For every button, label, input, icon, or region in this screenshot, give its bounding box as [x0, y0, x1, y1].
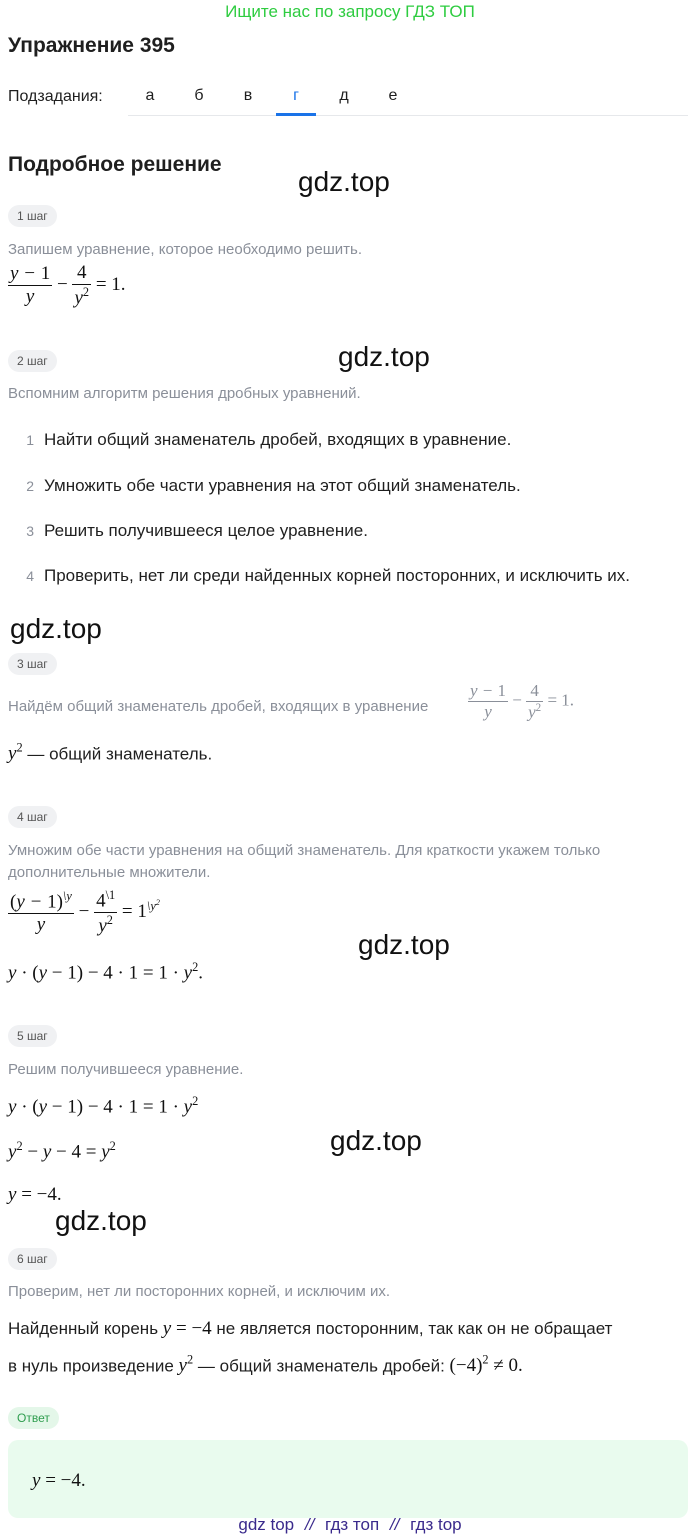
equation: $\frac{y - 1}{y}$ − $\frac{4}{y^2}$ = 1. [470, 681, 575, 722]
step-hint: Умножим обе части уравнения на общий знаменатель. Для краткости укажем только [8, 842, 601, 859]
answer-equation: y = −4. [32, 1470, 86, 1491]
footer-separator: // [389, 1515, 400, 1534]
subtask-tab-e[interactable]: е [388, 87, 398, 104]
subtasks-divider [128, 115, 688, 116]
section-title: Подробное решение [8, 153, 222, 176]
step-text: Найденный корень y = −4 не является посторонним, так как он не обращает [8, 1318, 613, 1339]
step-result-text: — общий знаменатель. [27, 744, 213, 764]
equation: y = −4. [8, 1184, 62, 1205]
step-hint: Вспомним алгоритм решения дробных уравнений. [8, 385, 361, 402]
subtask-tab-g[interactable]: г [293, 87, 299, 104]
watermark: gdz.top [10, 613, 102, 644]
list-number: 2 [26, 478, 34, 494]
answer-box [8, 1440, 688, 1518]
answer-badge: Ответ [8, 1407, 59, 1429]
subtask-tab-a[interactable]: а [145, 87, 155, 104]
equation: $\frac{(y - 1)^{\backslash y}}{y}$ − $\frac{4^{\backslash 1}}{y^2}$ = $1^{\backslash y^2}$ [10, 888, 160, 937]
equation: $y \cdot (y - 1) - 4 \cdot 1 = 1 \cdot y^2$. [8, 960, 204, 984]
step-text-part: Найденный корень [8, 1319, 159, 1338]
equation: $y \cdot (y - 1) - 4 \cdot 1 = 1 \cdot y^2$ [8, 1094, 199, 1118]
list-item: Решить получившееся целое уравнение. [44, 521, 368, 540]
list-item: Умножить обе части уравнения на этот общий знаменатель. [44, 476, 521, 495]
step-badge: 5 шаг [8, 1025, 57, 1047]
subtasks-label: Подзадания: [8, 88, 103, 105]
step-hint: Найдём общий знаменатель дробей, входящих в уравнение [8, 698, 429, 715]
step-text-part: не является посторонним, так как он не обращает [216, 1319, 613, 1338]
step-text: в нуль произведение $y^2$ — общий знаменатель дробей: $(-4)^2 \ne 0$. [8, 1353, 523, 1377]
active-tab-indicator [276, 113, 316, 116]
equation: $\frac{y - 1}{y}$ − $\frac{4}{y^2}$ = 1. [10, 262, 126, 309]
list-number: 4 [26, 568, 34, 584]
page-title: Упражнение 395 [8, 34, 175, 57]
step-badge: 2 шаг [8, 350, 57, 372]
step-badge: 3 шаг [8, 653, 57, 675]
step-hint: Решим получившееся уравнение. [8, 1061, 244, 1078]
step-hint: Запишем уравнение, которое необходимо решить. [8, 241, 363, 258]
step-hint: дополнительные множители. [8, 864, 211, 881]
footer-separator: // [304, 1515, 315, 1534]
step-text-part: — общий знаменатель дробей: [197, 1356, 445, 1376]
step-badge: 4 шаг [8, 806, 57, 828]
list-item: Проверить, нет ли среди найденных корней посторонних, и исключить их. [44, 566, 631, 585]
watermark: gdz.top [338, 341, 430, 372]
footer-links [0, 1515, 700, 1535]
subtask-tab-b[interactable]: б [194, 87, 204, 104]
watermark: gdz.top [298, 166, 390, 197]
list-number: 3 [26, 523, 34, 539]
list-item: Найти общий знаменатель дробей, входящих в уравнение. [44, 430, 512, 449]
step-badge: 1 шаг [8, 205, 57, 227]
footer-link[interactable]: гдз top [410, 1515, 462, 1534]
watermark: gdz.top [55, 1205, 147, 1236]
equation: $y^2 - y - 4 = y^2$ [8, 1139, 116, 1163]
list-number: 1 [26, 432, 34, 448]
watermark: gdz.top [330, 1125, 422, 1156]
step-text-part: в нуль произведение [8, 1356, 174, 1376]
footer-link[interactable]: gdz top [238, 1515, 295, 1534]
step-hint: Проверим, нет ли посторонних корней, и исключим их. [8, 1283, 391, 1300]
subtask-tab-d[interactable]: д [339, 87, 349, 104]
footer-link[interactable]: гдз топ [325, 1515, 380, 1534]
watermark: gdz.top [358, 929, 450, 960]
subtask-tab-v[interactable]: в [243, 87, 253, 104]
step-badge: 6 шаг [8, 1248, 57, 1270]
top-banner: Ищите нас по запросу ГДЗ ТОП [225, 2, 475, 21]
step-result: $y^2$ — общий знаменатель. [8, 741, 213, 765]
